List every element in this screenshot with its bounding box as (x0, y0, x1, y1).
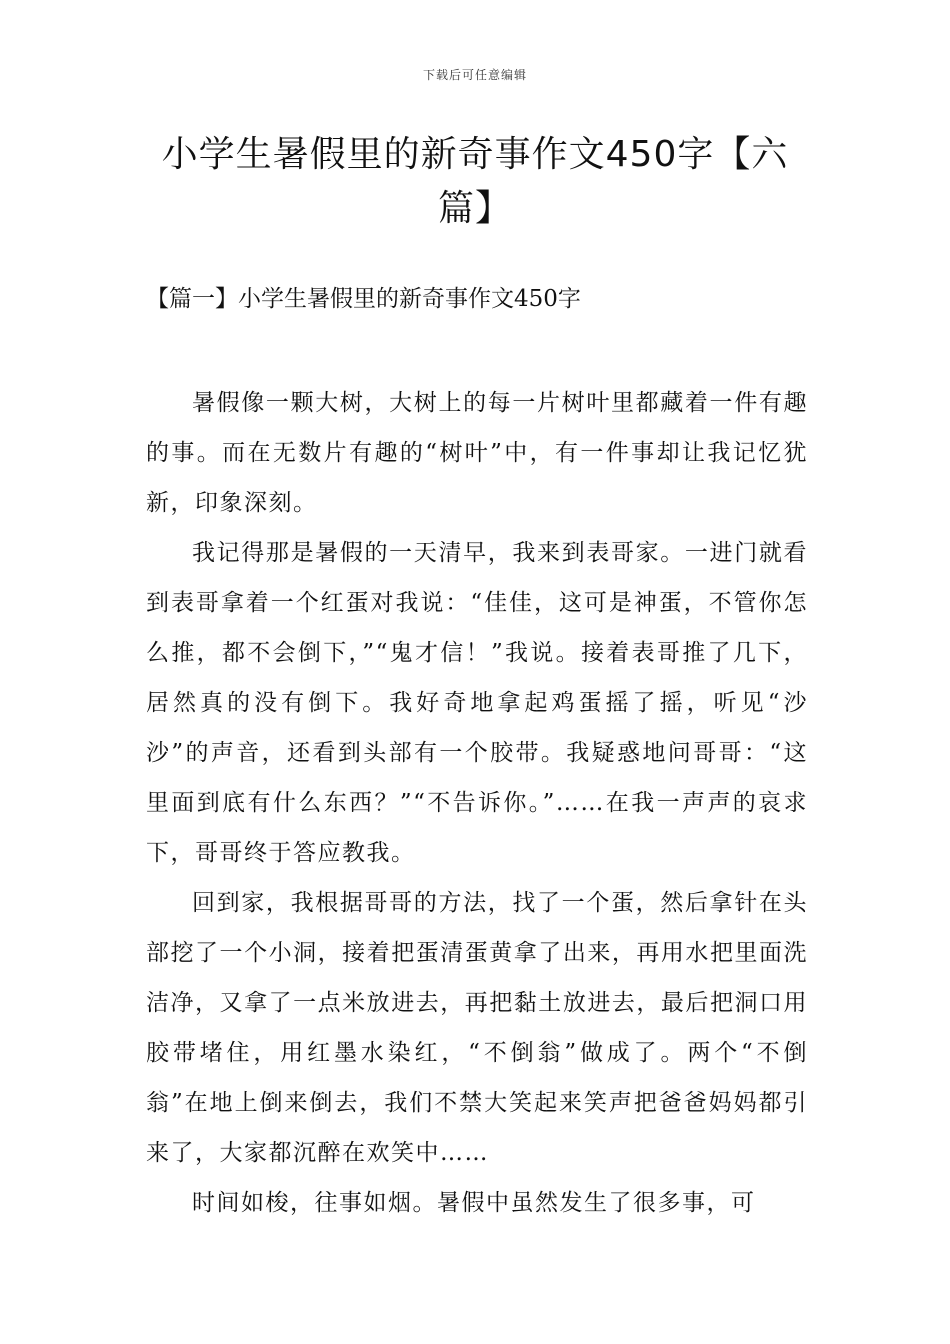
paragraph-1: 暑假像一颗大树，大树上的每一片树叶里都藏着一件有趣的事。而在无数片有趣的“树叶”中，有一件事却让我记忆犹新，印象深刻。 (146, 390, 808, 516)
header-note: 下载后可任意编辑 (422, 68, 527, 82)
paragraph-4: 时间如梭，往事如烟。暑假中虽然发生了很多事，可 (192, 1190, 756, 1216)
document-body (146, 378, 808, 1228)
section-heading: 【篇一】小学生暑假里的新奇事作文450字 (146, 286, 581, 312)
document-title: 小学生暑假里的新奇事作文450字【六篇】 (161, 134, 789, 229)
paragraph-2: 我记得那是暑假的一天清早，我来到表哥家。一进门就看到表哥拿着一个红蛋对我说：“佳佳，这可是神蛋，不管你怎么推，都不会倒下，”“鬼才信！”我说。接着表哥推了几下，居然真的没有倒下。我好奇地拿起鸡蛋摇了摇，听见“沙沙”的声音，还看到头部有一个胶带。我疑惑地问哥哥：“这里面到底有什么东西？”“不告诉你。”……在我一声声的哀求下，哥哥终于答应教我。 (146, 540, 808, 866)
paragraph-3: 回到家，我根据哥哥的方法，找了一个蛋，然后拿针在头部挖了一个小洞，接着把蛋清蛋黄拿了出来，再用水把里面洗洁净，又拿了一点米放进去，再把黏土放进去，最后把洞口用胶带堵住，用红墨水染红，“不倒翁”做成了。两个“不倒翁”在地上倒来倒去，我们不禁大笑起来笑声把爸爸妈妈都引来了，大家都沉醉在欢笑中…… (146, 890, 808, 1166)
